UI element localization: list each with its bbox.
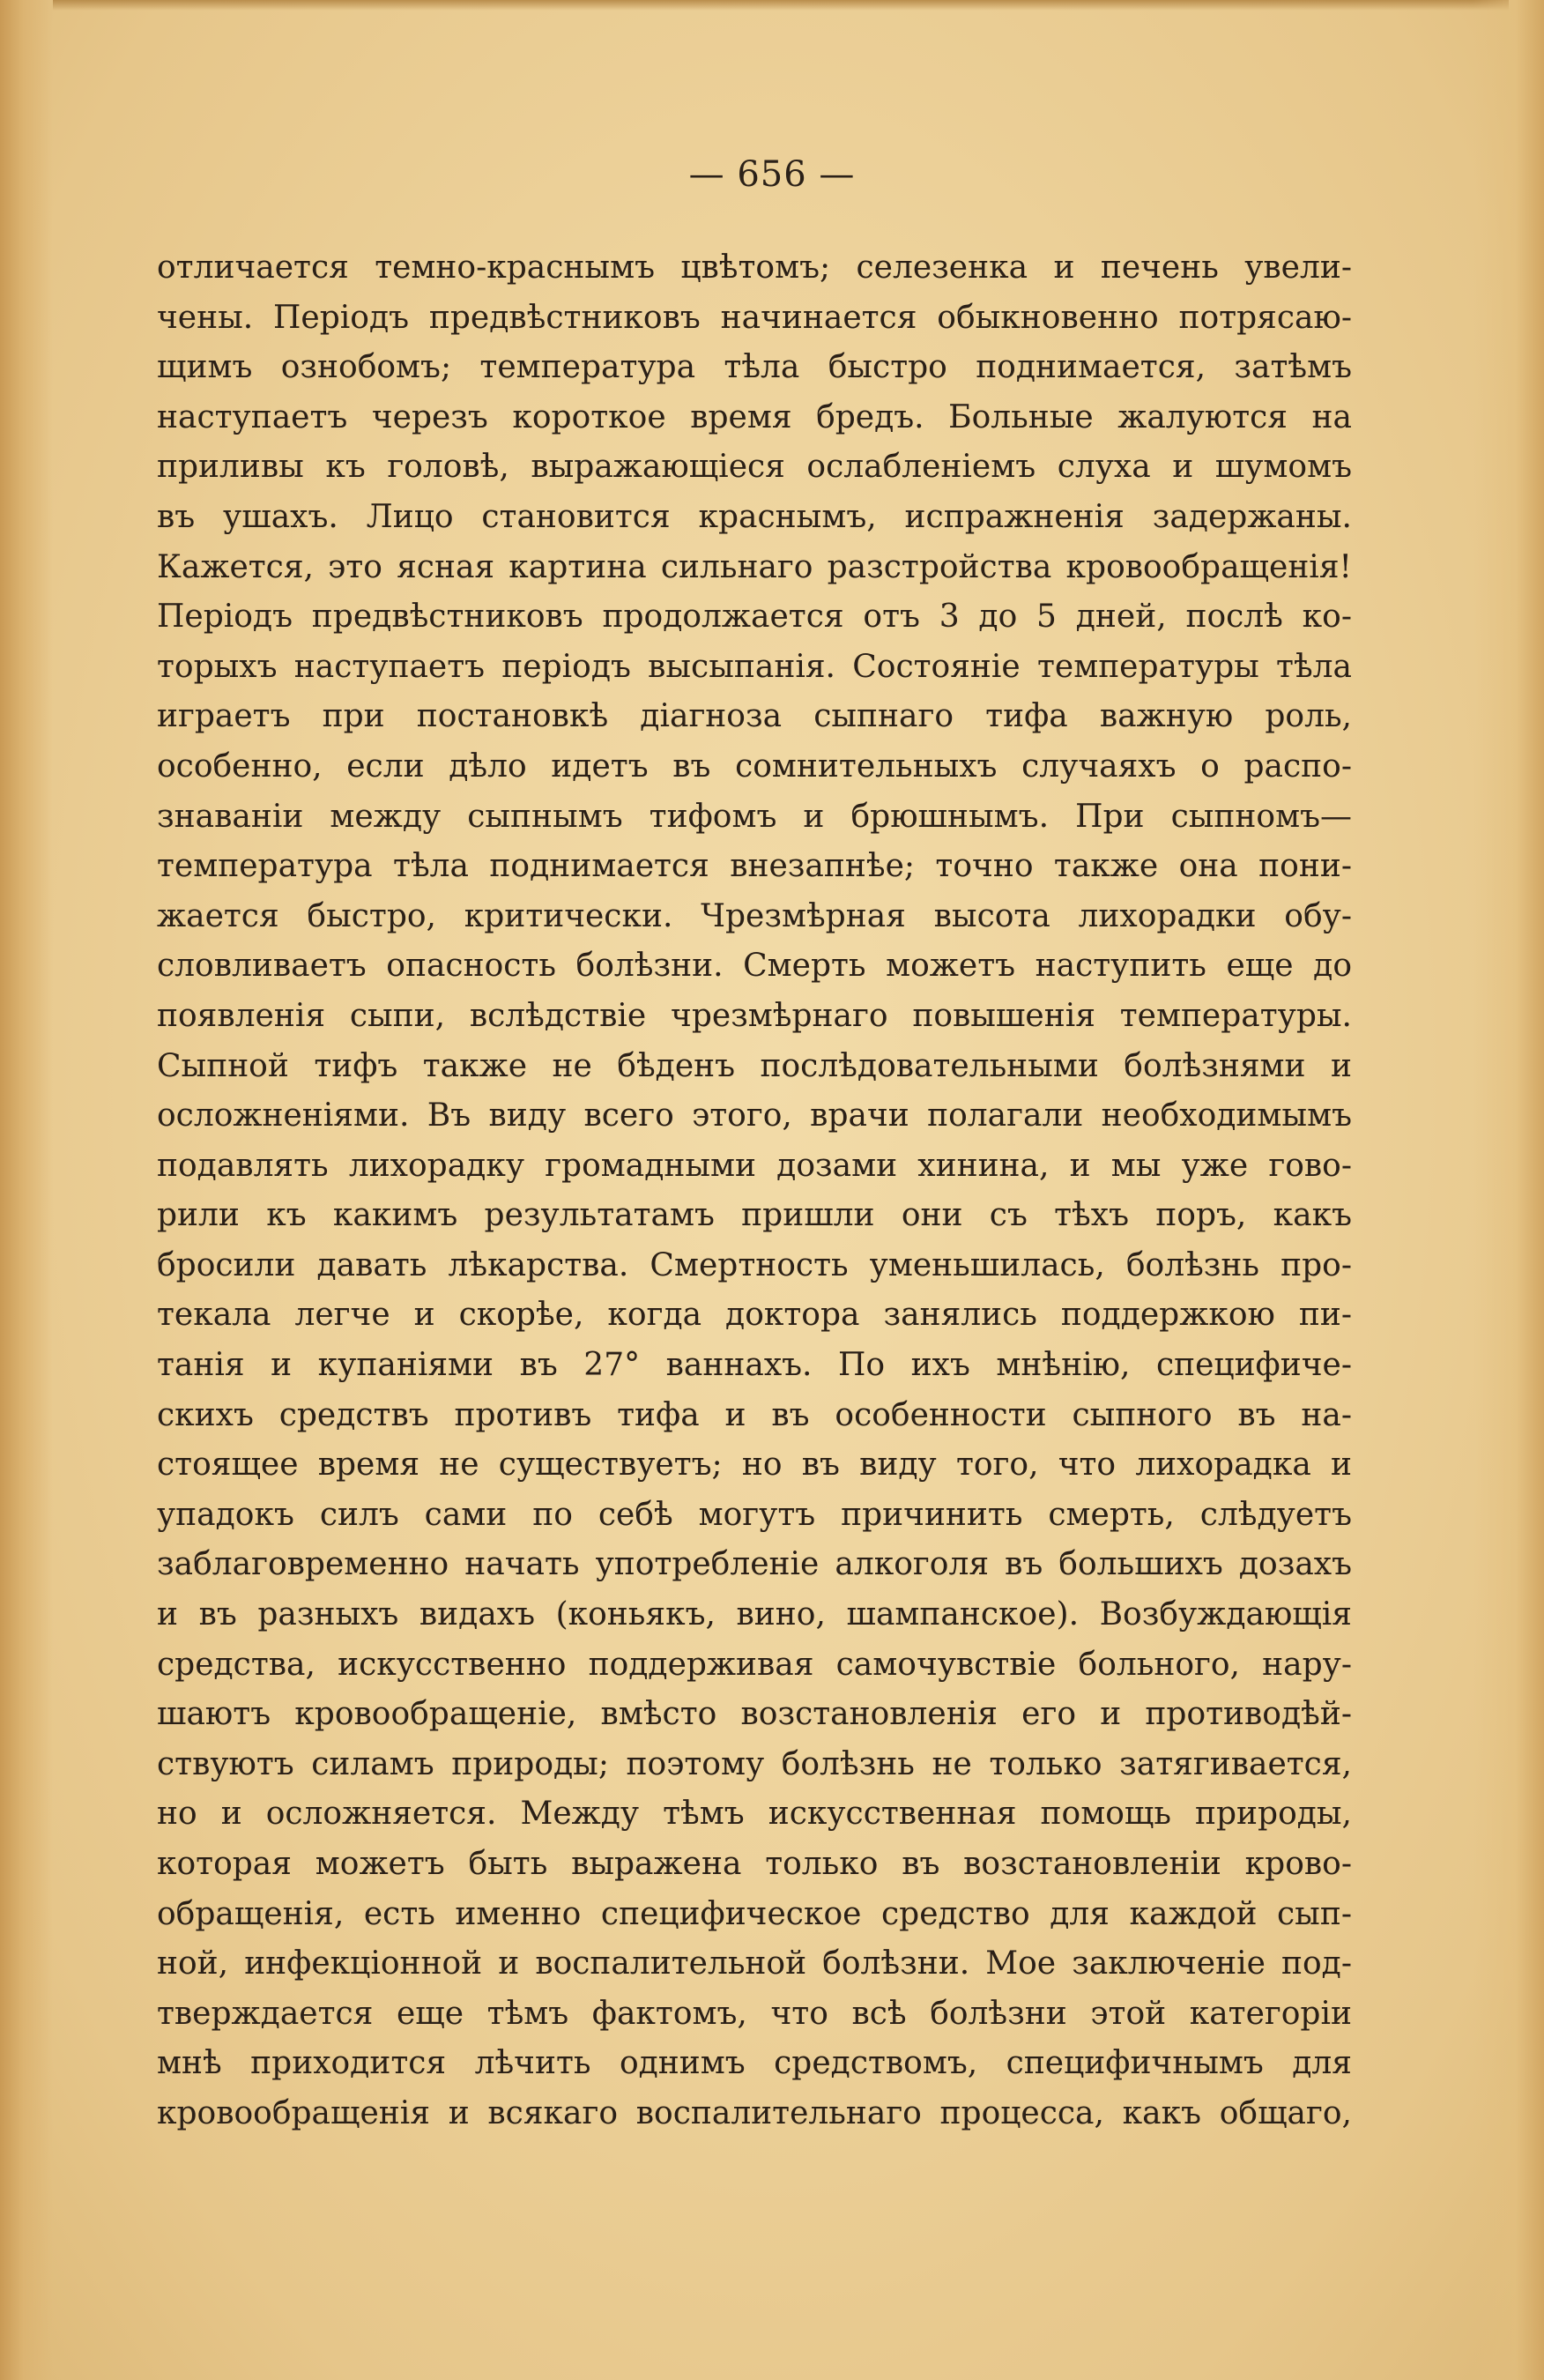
text-line: отличается темно-краснымъ цвѣтомъ; селезенка и печень увели-	[157, 249, 1352, 286]
text-line: ной, инфекціонной и воспалительной болѣзни. Мое заключеніе под-	[157, 1945, 1352, 1982]
text-line: Періодъ предвѣстниковъ продолжается отъ 3 до 5 дней, послѣ ко-	[157, 599, 1352, 636]
text-line: обращенія, есть именно специфическое средство для каждой сып-	[157, 1895, 1352, 1932]
text-line: ствуютъ силамъ природы; поэтому болѣзнь не только затягивается,	[157, 1745, 1352, 1782]
text-line: Кажется, это ясная картина сильнаго разстройства кровообращенія!	[157, 548, 1352, 585]
text-line: мнѣ приходится лѣчить однимъ средствомъ, специфичнымъ для	[157, 2045, 1352, 2082]
page-top-edge	[53, 0, 1509, 11]
text-line: особенно, если дѣло идетъ въ сомнительныхъ случаяхъ о распо-	[157, 747, 1352, 785]
text-line: рили къ какимъ результатамъ пришли они съ тѣхъ поръ, какъ	[157, 1197, 1352, 1234]
text-line: стоящее время не существуетъ; но въ виду того, что лихорадка и	[157, 1447, 1352, 1484]
text-line: осложненіями. Въ виду всего этого, врачи полагали необходимымъ	[157, 1097, 1352, 1134]
text-line: въ ушахъ. Лицо становится краснымъ, испражненія задержаны.	[157, 498, 1352, 535]
text-line: и въ разныхъ видахъ (коньякъ, вино, шампанское). Возбуждающія	[157, 1596, 1352, 1633]
text-line: щимъ ознобомъ; температура тѣла быстро поднимается, затѣмъ	[157, 349, 1352, 386]
text-line: которая можетъ быть выражена только въ возстановленіи крово-	[157, 1846, 1352, 1882]
text-line: тверждается еще тѣмъ фактомъ, что всѣ болѣзни этой категоріи	[157, 1995, 1352, 2032]
text-line: скихъ средствъ противъ тифа и въ особенности сыпного въ на-	[157, 1396, 1352, 1433]
text-line: бросили давать лѣкарства. Смертность уменьшилась, болѣзнь про-	[157, 1246, 1352, 1283]
text-line: Сыпной тифъ также не бѣденъ послѣдовательными болѣзнями и	[157, 1047, 1352, 1084]
text-line: упадокъ силъ сами по себѣ могутъ причинить смерть, слѣдуетъ	[157, 1496, 1352, 1533]
text-line: играетъ при постановкѣ діагноза сыпнаго тифа важную роль,	[157, 698, 1352, 735]
text-line: температура тѣла поднимается внезапнѣе; точно также она пони-	[157, 848, 1352, 885]
text-line: подавлять лихорадку громадными дозами хинина, и мы уже гово-	[157, 1147, 1352, 1184]
text-line: танія и купаніями въ 27° ваннахъ. По ихъ мнѣнію, специфиче-	[157, 1347, 1352, 1384]
body-text	[157, 243, 1352, 2139]
text-line: текала легче и скорѣе, когда доктора занялись поддержкою пи-	[157, 1297, 1352, 1334]
text-line: чены. Періодъ предвѣстниковъ начинается обыкновенно потрясаю-	[157, 299, 1352, 336]
text-line: торыхъ наступаетъ періодъ высыпанія. Состояніе температуры тѣла	[157, 648, 1352, 685]
text-line: но и осложняется. Между тѣмъ искусственная помощь природы,	[157, 1796, 1352, 1833]
text-line: жается быстро, критически. Чрезмѣрная высота лихорадки обу-	[157, 897, 1352, 934]
text-line: словливаетъ опасность болѣзни. Смерть можетъ наступить еще до	[157, 948, 1352, 985]
text-line: шаютъ кровообращеніе, вмѣсто возстановленія его и противодѣй-	[157, 1696, 1352, 1733]
text-line: средства, искусственно поддерживая самочувствіе больного, нару-	[157, 1646, 1352, 1683]
text-line: появленія сыпи, вслѣдствіе чрезмѣрнаго повышенія температуры.	[157, 997, 1352, 1034]
text-line: знаваніи между сыпнымъ тифомъ и брюшнымъ. При сыпномъ—	[157, 798, 1352, 835]
text-line: заблаговременно начать употребленіе алкоголя въ большихъ дозахъ	[157, 1546, 1352, 1583]
text-line: наступаетъ черезъ короткое время бредъ. Больные жалуются на	[157, 398, 1352, 435]
text-line: кровообращенія и всякаго воспалительнаго процесса, какъ общаго,	[157, 2094, 1352, 2131]
text-line: приливы къ головѣ, выражающіеся ослабленіемъ слуха и шумомъ	[157, 449, 1352, 486]
page-number: — 656 —	[688, 154, 856, 195]
